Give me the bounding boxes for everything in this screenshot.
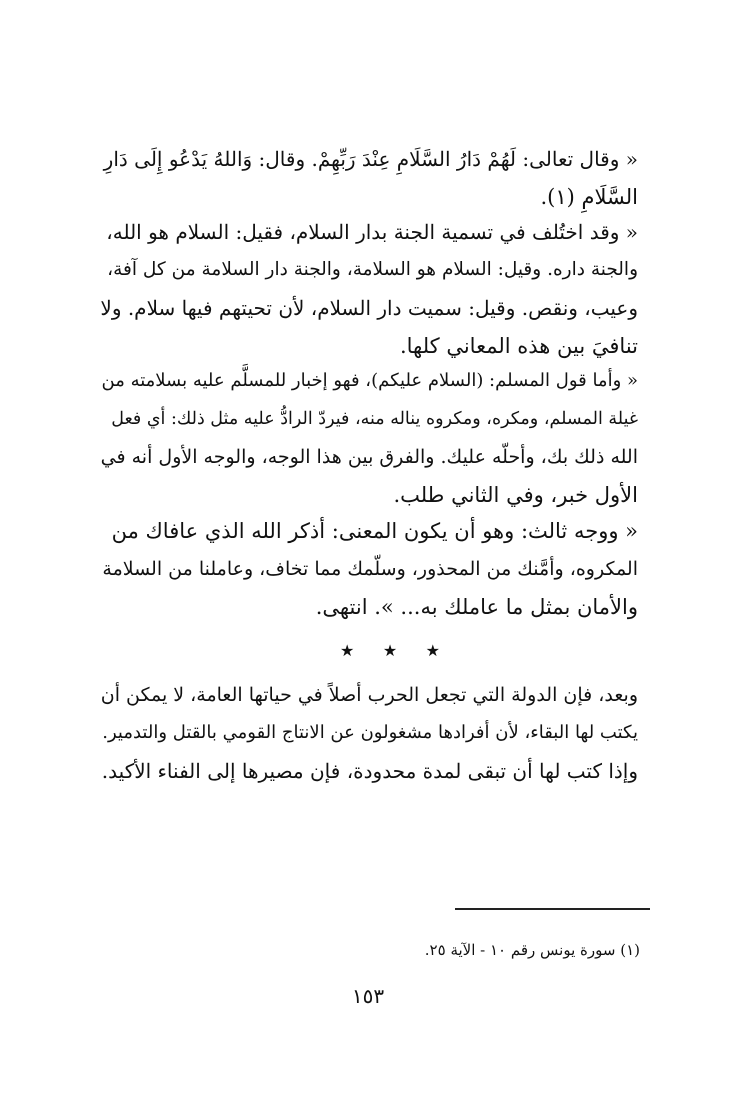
text-line: وإذا كتب لها أن تبقى لمدة محدودة، فإن مصيرها إلى الفناء الأكيد. [101, 759, 638, 783]
section-separator [340, 640, 440, 660]
text-line: « وقال تعالى: لَهُمْ دَارُ السَّلَامِ عِنْدَ رَبِّهِمْ. وقال: وَاللهُ يَدْعُو إِلَى دَارِ [103, 147, 638, 171]
text-line: « ووجه ثالث: وهو أن يكون المعنى: أذكر الله الذي عافاك من [111, 519, 638, 543]
text-line: المكروه، وأمَّنك من المحذور، وسلّمك مما تخاف، وعاملنا من السلامة [102, 558, 638, 580]
text-line: الله ذلك بك، وأحلّه عليك. والفرق بين هذا الوجه، والوجه الأول أنه في [100, 446, 638, 468]
text-line: والأمان بمثل ما عاملك به... ». انتهى. [315, 595, 638, 619]
footnote: (١) سورة يونس رقم ١٠ - الآية ٢٥. [424, 941, 640, 959]
page-number: ١٥٣ [351, 984, 385, 1008]
text-line: السَّلَامِ (١). [540, 185, 638, 209]
text-line: غيلة المسلم، ومكره، ومكروه يناله منه، فيردّ الرادُّ عليه مثل ذلك: أي فعل [111, 409, 638, 429]
paragraph-naming-of-paradise [98, 213, 638, 365]
paragraph-conclusion [98, 676, 638, 790]
star-icon: ★ [382, 640, 398, 660]
text-line: تنافيَ بين هذه المعاني كلها. [399, 334, 638, 358]
text-line: يكتب لها البقاء، لأن أفرادها مشغولون عن الانتاج القومي بالقتل والتدمير. [102, 722, 638, 743]
text-line: والجنة داره. وقيل: السلام هو السلامة، والجنة دار السلامة من كل آفة، [107, 259, 638, 280]
text-line: وبعد، فإن الدولة التي تجعل الحرب أصلاً في حياتها العامة، لا يمكن أن [100, 684, 638, 706]
paragraph-third-meaning [98, 512, 638, 626]
text-line: « وقد اختُلف في تسمية الجنة بدار السلام، فقيل: السلام هو الله، [106, 220, 638, 244]
paragraph-muslim-greeting [98, 362, 638, 514]
star-icon: ★ [340, 640, 355, 660]
text-line: « وأما قول المسلم: (السلام عليكم)، فهو إخبار للمسلَّم عليه بسلامته من [101, 370, 638, 391]
paragraph-quran-quote [98, 140, 638, 216]
text-line: وعيب، ونقص. وقيل: سميت دار السلام، لأن تحيتهم فيها سلام. ولا [100, 296, 638, 320]
star-icon: ★ [425, 640, 440, 660]
footnote-divider [455, 908, 650, 910]
text-line: الأول خبر، وفي الثاني طلب. [393, 483, 638, 507]
